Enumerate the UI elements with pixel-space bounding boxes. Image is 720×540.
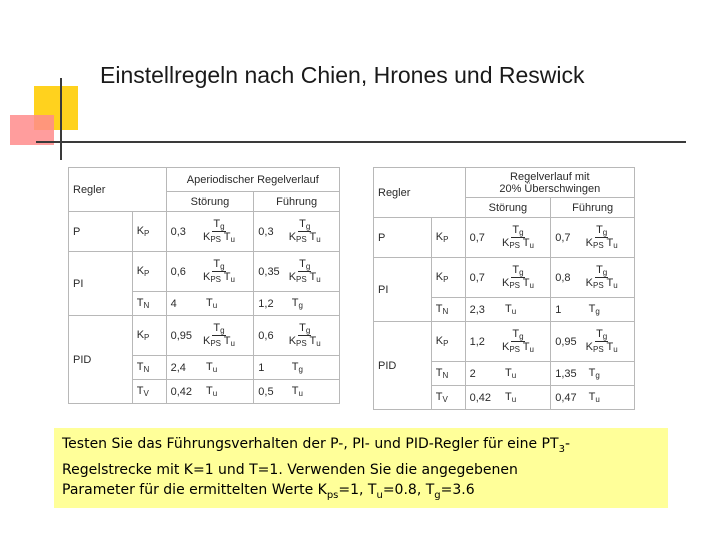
cell-param: $K_P$ bbox=[132, 252, 166, 292]
cell-stoer-formula: $T_u$ bbox=[501, 298, 551, 322]
cell-stoer-value: 0,42 bbox=[166, 380, 202, 404]
cell-fuehr-formula: $T_g$ bbox=[288, 292, 340, 316]
header-stoerung: Störung bbox=[465, 198, 551, 218]
cell-stoer-formula bbox=[501, 258, 551, 298]
cell-stoer-formula bbox=[202, 252, 254, 292]
cell-fuehr-value: 0,5 bbox=[254, 380, 288, 404]
cell-stoer-value: 4 bbox=[166, 292, 202, 316]
formula-fraction: $\frac{T_g}{K_{PS} T_u}$ bbox=[501, 327, 534, 354]
cell-param: $K_P$ bbox=[431, 322, 465, 362]
table-row bbox=[69, 316, 340, 356]
cell-stoer-formula: $T_u$ bbox=[501, 362, 551, 386]
formula-fraction: $\frac{T_g}{K_{PS} T_u}$ bbox=[501, 223, 534, 250]
cell-stoer-value: 0,42 bbox=[465, 386, 501, 410]
cell-fuehr-formula: $T_u$ bbox=[585, 386, 635, 410]
cell-fuehr-value: 1 bbox=[551, 298, 585, 322]
cell-stoer-formula: $T_u$ bbox=[501, 386, 551, 410]
cell-stoer-formula: $T_u$ bbox=[202, 380, 254, 404]
header-title: Regelverlauf mit 20% Überschwingen bbox=[465, 168, 634, 198]
table-overshoot bbox=[373, 167, 635, 410]
cell-param: $T_N$ bbox=[132, 292, 166, 316]
cell-fuehr-value: 0,6 bbox=[254, 316, 288, 356]
decor-vertical-line bbox=[60, 78, 62, 160]
cell-param: $T_N$ bbox=[431, 298, 465, 322]
cell-fuehr-value: 0,7 bbox=[551, 218, 585, 258]
formula-fraction: $\frac{T_g}{K_{PS} T_u}$ bbox=[203, 217, 235, 244]
cell-stoer-formula bbox=[501, 322, 551, 362]
cell-regler: P bbox=[69, 212, 133, 252]
cell-regler: PID bbox=[69, 316, 133, 404]
cell-fuehr-formula bbox=[288, 212, 340, 252]
cell-fuehr-value: 1,35 bbox=[551, 362, 585, 386]
cell-fuehr-formula bbox=[585, 218, 635, 258]
formula-fraction: $\frac{T_g}{K_{PS} T_u}$ bbox=[585, 327, 618, 354]
table-row bbox=[69, 212, 340, 252]
cell-fuehr-formula: $T_g$ bbox=[585, 298, 635, 322]
task-line-2: Regelstrecke mit K=1 und T=1. Verwenden Sie die angegebenen bbox=[62, 461, 518, 478]
table-row bbox=[374, 218, 635, 258]
title-underline bbox=[36, 141, 686, 143]
cell-regler: PI bbox=[69, 252, 133, 316]
cell-param: $K_P$ bbox=[431, 258, 465, 298]
table-row bbox=[374, 258, 635, 298]
cell-param: $T_N$ bbox=[132, 356, 166, 380]
cell-fuehr-formula: $T_u$ bbox=[288, 380, 340, 404]
cell-param: $T_N$ bbox=[431, 362, 465, 386]
cell-stoer-formula bbox=[202, 212, 254, 252]
cell-fuehr-value: 0,3 bbox=[254, 212, 288, 252]
formula-fraction: $\frac{T_g}{K_{PS} T_u}$ bbox=[288, 257, 321, 284]
table-row bbox=[69, 252, 340, 292]
cell-fuehr-formula bbox=[288, 316, 340, 356]
cell-stoer-value: 0,3 bbox=[166, 212, 202, 252]
cell-fuehr-value: 1,2 bbox=[254, 292, 288, 316]
table-row bbox=[374, 322, 635, 362]
cell-param: $K_P$ bbox=[132, 212, 166, 252]
cell-stoer-formula: $T_u$ bbox=[202, 356, 254, 380]
cell-stoer-value: 2,3 bbox=[465, 298, 501, 322]
cell-stoer-value: 2,4 bbox=[166, 356, 202, 380]
cell-stoer-value: 1,2 bbox=[465, 322, 501, 362]
cell-param: $K_P$ bbox=[431, 218, 465, 258]
header-regler: Regler bbox=[374, 168, 466, 218]
task-line-3: Parameter für die ermittelten Werte $K_{ps}=1$, $T_u=0.8$, $T_g=3.6$ bbox=[62, 481, 475, 501]
header-fuehrung: Führung bbox=[551, 198, 635, 218]
cell-fuehr-formula: $T_g$ bbox=[585, 362, 635, 386]
header-regler: Regler bbox=[69, 168, 167, 212]
formula-fraction: $\frac{T_g}{K_{PS} T_u}$ bbox=[203, 321, 235, 348]
cell-stoer-value: 0,7 bbox=[465, 218, 501, 258]
formula-fraction: $\frac{T_g}{K_{PS} T_u}$ bbox=[288, 217, 321, 244]
cell-fuehr-formula: $T_g$ bbox=[288, 356, 340, 380]
cell-fuehr-formula bbox=[585, 258, 635, 298]
task-textbox bbox=[54, 428, 668, 508]
table-aperiodic bbox=[68, 167, 340, 404]
formula-fraction: $\frac{T_g}{K_{PS} T_u}$ bbox=[501, 263, 534, 290]
formula-fraction: $\frac{T_g}{K_{PS} T_u}$ bbox=[585, 223, 618, 250]
header-fuehrung: Führung bbox=[254, 192, 340, 212]
cell-fuehr-value: 0,35 bbox=[254, 252, 288, 292]
cell-fuehr-value: 0,95 bbox=[551, 322, 585, 362]
cell-stoer-value: 2 bbox=[465, 362, 501, 386]
cell-regler: PI bbox=[374, 258, 432, 322]
cell-stoer-formula bbox=[501, 218, 551, 258]
cell-fuehr-value: 0,8 bbox=[551, 258, 585, 298]
header-title: Aperiodischer Regelverlauf bbox=[166, 168, 339, 192]
cell-fuehr-formula bbox=[288, 252, 340, 292]
cell-fuehr-formula bbox=[585, 322, 635, 362]
cell-stoer-value: 0,7 bbox=[465, 258, 501, 298]
cell-regler: P bbox=[374, 218, 432, 258]
cell-stoer-formula bbox=[202, 316, 254, 356]
cell-param: $K_P$ bbox=[132, 316, 166, 356]
formula-fraction: $\frac{T_g}{K_{PS} T_u}$ bbox=[203, 257, 235, 284]
task-line-1: Testen Sie das Führungsverhalten der P-, PI- und PID-Regler für eine $PT_3-$ bbox=[62, 436, 570, 455]
cell-regler: PID bbox=[374, 322, 432, 410]
formula-fraction: $\frac{T_g}{K_{PS} T_u}$ bbox=[585, 263, 618, 290]
cell-stoer-value: 0,95 bbox=[166, 316, 202, 356]
cell-stoer-formula: $T_u$ bbox=[202, 292, 254, 316]
cell-param: $T_V$ bbox=[431, 386, 465, 410]
cell-param: $T_V$ bbox=[132, 380, 166, 404]
header-stoerung: Störung bbox=[166, 192, 254, 212]
cell-stoer-value: 0,6 bbox=[166, 252, 202, 292]
cell-fuehr-value: 0,47 bbox=[551, 386, 585, 410]
formula-fraction: $\frac{T_g}{K_{PS} T_u}$ bbox=[288, 321, 321, 348]
cell-fuehr-value: 1 bbox=[254, 356, 288, 380]
page-title: Einstellregeln nach Chien, Hrones und Reswick bbox=[100, 62, 585, 88]
